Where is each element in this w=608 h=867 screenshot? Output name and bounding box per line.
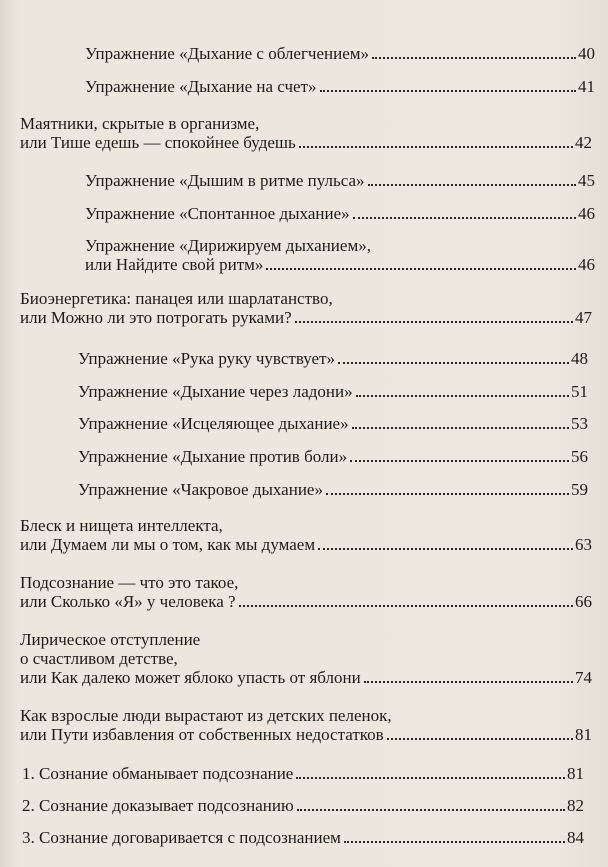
toc-entry xyxy=(78,414,588,433)
dot-leader xyxy=(372,57,576,59)
dot-leader xyxy=(320,90,576,92)
toc-entry-title: Упражнение «Дыхание через ладони» xyxy=(78,382,353,401)
toc-page-number: 63 xyxy=(575,535,592,554)
toc-entry-subtitle: или Найдите свой ритм» xyxy=(85,255,264,274)
toc-entry-title: 1. Сознание обманывает подсознание xyxy=(22,764,294,783)
dot-leader xyxy=(350,460,569,462)
toc-page-number: 46 xyxy=(578,255,595,274)
toc-entry xyxy=(20,516,592,554)
toc-entry xyxy=(20,289,592,327)
toc-entry xyxy=(85,204,595,223)
toc-page-number: 59 xyxy=(571,480,588,499)
dot-leader xyxy=(356,395,569,397)
toc-page-number: 53 xyxy=(571,414,588,433)
toc-entry-title: Блеск и нищета интеллекта, xyxy=(20,516,223,535)
toc-entry-subtitle: или Как далеко может яблоко упасть от яблони xyxy=(20,668,361,687)
toc-entry-title: Маятники, скрытые в организме, xyxy=(20,114,260,133)
dot-leader xyxy=(318,548,573,550)
dot-leader xyxy=(239,605,573,607)
toc-entry-title: 3. Сознание договаривается с подсознанием xyxy=(22,828,341,847)
toc-page-number: 84 xyxy=(567,828,584,847)
dot-leader xyxy=(296,777,565,779)
toc-entry-title: Упражнение «Спонтанное дыхание» xyxy=(85,204,350,223)
toc-entry xyxy=(22,796,584,815)
toc-entry-subtitle: или Пути избавления от собственных недостатков xyxy=(20,725,384,744)
toc-page-number: 47 xyxy=(575,308,592,327)
toc-entry xyxy=(78,349,588,368)
toc-entry xyxy=(85,171,595,190)
toc-page-number: 46 xyxy=(578,204,595,223)
dot-leader xyxy=(297,809,565,811)
toc-page-number: 48 xyxy=(571,349,588,368)
toc-entry-title: Упражнение «Дыхание с облегчением» xyxy=(85,44,370,63)
toc-entry-title: Как взрослые люди вырастают из детских пеленок, xyxy=(20,706,392,725)
toc-entry-subtitle: или Сколько «Я» у человека ? xyxy=(20,592,236,611)
toc-entry xyxy=(22,764,584,783)
dot-leader xyxy=(352,427,569,429)
toc-page-number: 81 xyxy=(567,764,584,783)
toc-page-number: 81 xyxy=(575,725,592,744)
dot-leader xyxy=(353,217,576,219)
dot-leader xyxy=(299,146,573,148)
toc-entry-title: Подсознание — что это такое, xyxy=(20,573,239,592)
toc-entry-title: о счастливом детстве, xyxy=(20,649,178,668)
toc-entry-title: Упражнение «Дышим в ритме пульса» xyxy=(85,171,365,190)
toc-page-number: 66 xyxy=(575,592,592,611)
toc-entry-title: Упражнение «Исцеляющее дыхание» xyxy=(78,414,349,433)
toc-entry xyxy=(20,630,592,687)
toc-entry xyxy=(78,480,588,499)
toc-entry xyxy=(78,447,588,466)
toc-entry-subtitle: или Думаем ли мы о том, как мы думаем xyxy=(20,535,316,554)
toc-entry-title: Упражнение «Чакровое дыхание» xyxy=(78,480,323,499)
toc-page-number: 51 xyxy=(571,382,588,401)
toc-entry xyxy=(85,77,595,96)
toc-entry xyxy=(85,44,595,63)
toc-entry xyxy=(85,236,595,274)
toc-page-number: 41 xyxy=(578,77,595,96)
toc-page-number: 56 xyxy=(571,447,588,466)
toc-entry xyxy=(22,828,584,847)
toc-entry-title: 2. Сознание доказывает подсознанию xyxy=(22,796,294,815)
toc-entry-subtitle: или Тише едешь — спокойнее будешь xyxy=(20,133,296,152)
toc-entry-title: Упражнение «Дирижируем дыханием», xyxy=(85,236,371,255)
toc-entry-title: Упражнение «Дыхание против боли» xyxy=(78,447,348,466)
toc-entry-subtitle: или Можно ли это потрогать руками? xyxy=(20,308,292,327)
dot-leader xyxy=(368,184,576,186)
toc-entry xyxy=(20,573,592,611)
dot-leader xyxy=(295,321,573,323)
toc-entry-title: Биоэнергетика: панацея или шарлатанство, xyxy=(20,289,333,308)
dot-leader xyxy=(266,268,576,270)
toc-entry-title: Лирическое отступление xyxy=(20,630,201,649)
toc-page-number: 82 xyxy=(567,796,584,815)
toc-page-number: 40 xyxy=(578,44,595,63)
toc-page-number: 45 xyxy=(578,171,595,190)
toc-page-number: 74 xyxy=(575,668,592,687)
dot-leader xyxy=(387,738,573,740)
dot-leader xyxy=(338,362,569,364)
dot-leader xyxy=(344,841,565,843)
toc-entry xyxy=(20,114,592,152)
toc-entry xyxy=(20,706,592,744)
toc-entry-title: Упражнение «Дыхание на счет» xyxy=(85,77,317,96)
toc-page-number: 42 xyxy=(575,133,592,152)
dot-leader xyxy=(326,493,569,495)
toc-entry xyxy=(78,382,588,401)
dot-leader xyxy=(364,681,573,683)
toc-entry-title: Упражнение «Рука руку чувствует» xyxy=(78,349,336,368)
